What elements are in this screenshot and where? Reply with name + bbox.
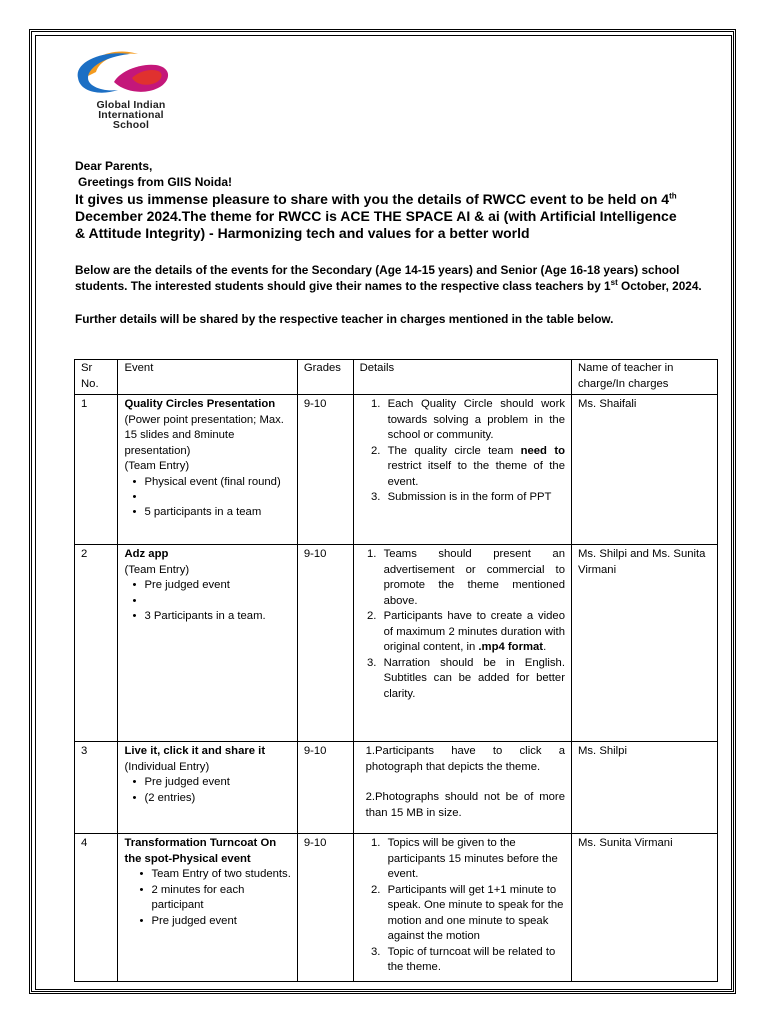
cell-details xyxy=(353,395,571,545)
cell-grades: 9-10 xyxy=(297,395,353,545)
event-title: Transformation Turncoat On the spot-Physical event xyxy=(124,837,277,865)
detail-text: Participants have to create a video of maximum 2 minutes duration with original content, in xyxy=(383,610,565,653)
school-logo xyxy=(74,48,174,133)
cell-details xyxy=(353,834,571,982)
cell-event xyxy=(118,742,297,834)
detail-text: The quality circle team xyxy=(387,444,521,457)
cell-teacher: Ms. Sunita Virmani xyxy=(571,834,717,982)
header-event: Event xyxy=(118,360,297,395)
list-item: 1. Topics will be given to the participants 15 minutes before the event. xyxy=(384,836,565,883)
intro-text-a: It gives us immense pleasure to share with you the details of RWCC event to be held on 4 xyxy=(75,191,670,207)
further-details-paragraph: Further details will be shared by the respective teacher in charges mentioned in the table below. xyxy=(75,312,614,326)
list-item: 2. Participants will get 1+1 minute to speak. One minute to speak for the motion and one minute to speak against the motion xyxy=(384,883,565,945)
letter-greeting xyxy=(75,158,232,190)
list-item: 3. Narration should be in English. Subtitles can be added for better clarity. xyxy=(380,656,565,703)
detail-text: restrict itself to the theme of the event. xyxy=(387,460,565,488)
school-name-line2: International xyxy=(98,109,164,121)
list-item: • Pre judged event xyxy=(144,578,290,594)
para1-text-a: Below are the details of the events for the Secondary (Age 14-15 years) and Senior (Age 16-18 years) school students. The interested students should give their names to the respective class teachers by 1 xyxy=(75,263,680,293)
list-item: • (2 entries) xyxy=(144,791,290,807)
cell-sr: 4 xyxy=(75,834,118,982)
school-name xyxy=(76,100,186,130)
table-header-row xyxy=(75,360,718,395)
detail-spacer xyxy=(366,775,565,790)
detail-bold: need to xyxy=(520,444,565,457)
table-row xyxy=(75,395,718,545)
list-item: • 5 participants in a team xyxy=(144,505,290,521)
event-sub: (Individual Entry) xyxy=(124,760,210,773)
para1-text-b: October, 2024. xyxy=(617,279,702,293)
cell-event xyxy=(118,545,297,742)
cell-grades: 9-10 xyxy=(297,545,353,742)
para1-sup: st xyxy=(610,278,618,288)
list-item xyxy=(384,444,565,491)
detail-text: . xyxy=(543,641,547,653)
list-item: • 2 minutes for each participant xyxy=(151,883,290,914)
table-row xyxy=(75,834,718,982)
list-item: 1. Teams should present an advertisement or commercial to promote the theme mentioned above. xyxy=(380,547,565,609)
salutation: Dear Parents, xyxy=(75,159,153,173)
greeting-line: Greetings from GIIS Noida! xyxy=(78,175,233,189)
details-list xyxy=(360,836,565,976)
list-item: • 3 Participants in a team. xyxy=(144,609,290,625)
event-bullets xyxy=(124,475,290,521)
list-spacer xyxy=(144,594,290,609)
cell-grades: 9-10 xyxy=(297,742,353,834)
header-sr: Sr No. xyxy=(75,360,118,395)
event-sub: (Team Entry) xyxy=(124,460,190,472)
cell-event xyxy=(118,834,297,982)
list-item: • Pre judged event xyxy=(151,914,290,930)
cell-sr: 1 xyxy=(75,395,118,545)
list-item xyxy=(380,609,565,656)
detail-text: 2.Photographs should not be of more than 15 MB in size. xyxy=(365,791,565,819)
event-sub: (Team Entry) xyxy=(124,563,190,576)
cell-details xyxy=(353,545,571,742)
cell-sr: 2 xyxy=(75,545,118,742)
cell-sr: 3 xyxy=(75,742,118,834)
cell-teacher: Ms. Shaifali xyxy=(571,395,717,545)
detail-text: 1.Participants have to click a photograph that depicts the theme. xyxy=(365,745,565,773)
details-list xyxy=(360,397,565,506)
event-title: Adz app xyxy=(124,548,169,560)
school-name-line3: School xyxy=(112,119,150,131)
cell-teacher: Ms. Shilpi and Ms. Sunita Virmani xyxy=(571,545,717,742)
event-sub: (Power point presentation; Max. 15 slides and 8minute presentation) xyxy=(124,413,284,457)
event-bullets xyxy=(124,578,290,624)
event-title: Quality Circles Presentation xyxy=(124,398,276,410)
events-table xyxy=(74,359,718,982)
list-item: • Pre judged event xyxy=(144,775,290,791)
list-item: 3. Topic of turncoat will be related to the theme. xyxy=(384,945,565,976)
header-teacher: Name of teacher in charge/In charges xyxy=(571,360,717,395)
cell-event xyxy=(118,395,297,545)
header-details: Details xyxy=(353,360,571,395)
intro-text-b: December 2024.The theme for RWCC is ACE THE SPACE AI & ai (with Artificial Intelligence & Attitude Integrity) - Harmonizing tech and values for a better world xyxy=(75,208,677,241)
header-grades: Grades xyxy=(297,360,353,395)
detail-bold: .mp4 format xyxy=(478,641,544,653)
event-bullets xyxy=(124,775,290,806)
list-item: 3. Submission is in the form of PPT xyxy=(384,490,565,506)
event-bullets xyxy=(124,867,290,929)
table-row xyxy=(75,545,718,742)
event-title: Live it, click it and share it xyxy=(124,745,266,757)
table-row xyxy=(75,742,718,834)
letter-intro xyxy=(75,191,685,242)
list-spacer xyxy=(144,490,290,505)
events-paragraph xyxy=(75,262,715,294)
list-item: 1. Each Quality Circle should work towards solving a problem in the school or community. xyxy=(384,397,565,444)
intro-sup: th xyxy=(669,191,677,201)
cell-details xyxy=(353,742,571,834)
school-name-line1: Global Indian xyxy=(96,99,166,111)
list-item: • Team Entry of two students. xyxy=(151,867,290,883)
cell-grades: 9-10 xyxy=(297,834,353,982)
cell-teacher: Ms. Shilpi xyxy=(571,742,717,834)
details-list xyxy=(360,547,565,702)
list-item: • Physical event (final round) xyxy=(144,475,290,491)
